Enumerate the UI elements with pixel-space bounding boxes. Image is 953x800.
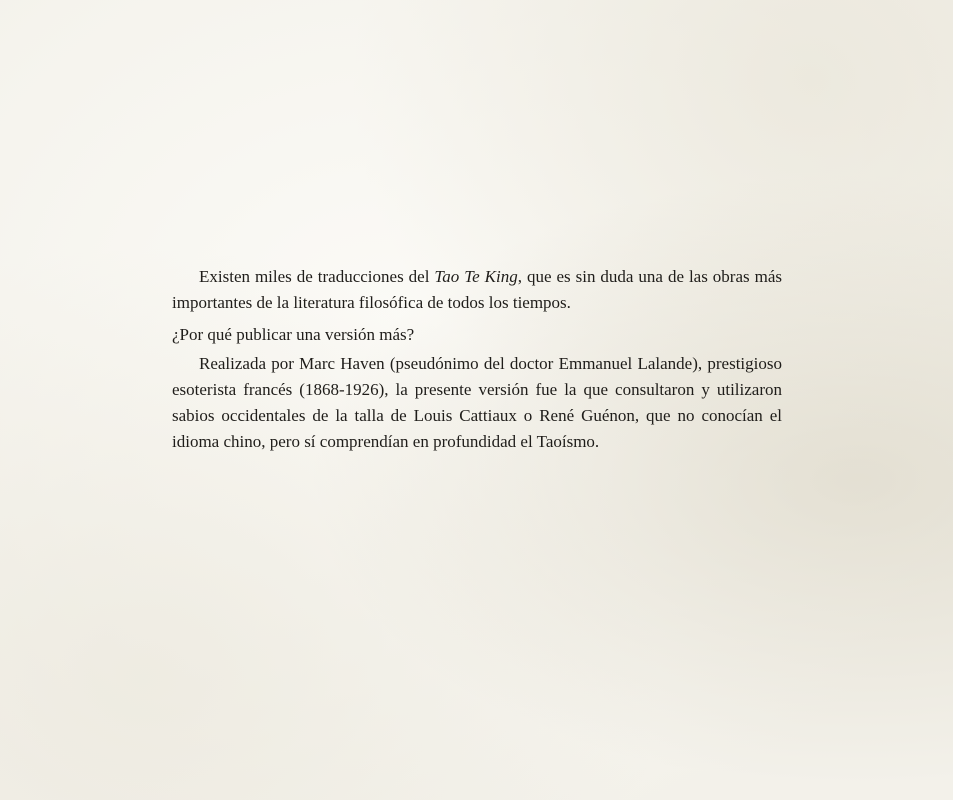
paragraph-question: ¿Por qué publicar una versión más?: [172, 325, 415, 344]
paragraph-intro-rest: , que es sin duda una de las obras más importantes de la literatura filosófica de todos los tiempos.: [172, 267, 782, 312]
paragraph-intro: [172, 264, 782, 316]
paragraph-intro-lead: Existen miles de traducciones del: [199, 267, 435, 286]
paragraph-translator: Realizada por Marc Haven (pseudónimo del doctor Emmanuel Lalande), prestigioso esoterista francés (1868-1926), la presente versión fue la que consultaron y utilizaron sabios occidentales de la talla de Louis Cattiaux o René Guénon, que no conocían el idioma chino, pero sí comprendían en profundidad el Taoísmo.: [172, 354, 782, 451]
book-title: Tao Te King: [434, 267, 518, 286]
body-text: [172, 264, 782, 455]
